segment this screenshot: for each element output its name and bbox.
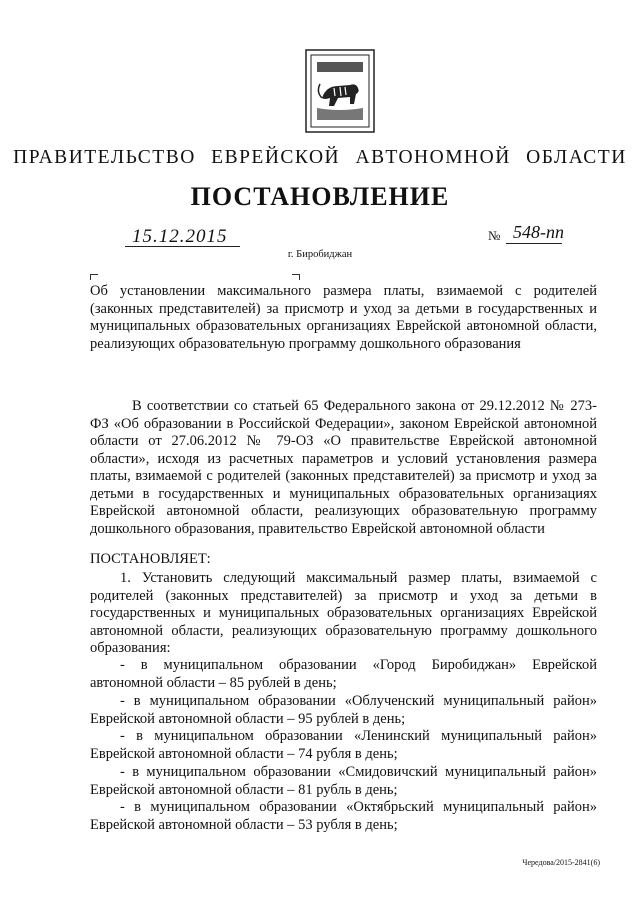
subject-bracket-left <box>90 274 98 280</box>
number-underline <box>506 243 562 244</box>
document-type: ПОСТАНОВЛЕНИЕ <box>190 182 450 211</box>
coat-of-arms-tiger-icon <box>304 48 376 134</box>
list-item: - в муниципальном образовании «Ленинский муниципальный район» Еврейской автономной области – 74 рубля в день; <box>90 728 597 762</box>
date-underline <box>125 246 240 247</box>
list-item: - в муниципальном образовании «Город Биробиджан» Еврейской автономной области – 85 рублей в день; <box>90 657 597 691</box>
footer-reference: Чередова/2015-2841(6) <box>522 858 600 867</box>
document-date: 15.12.2015 <box>132 226 228 247</box>
government-name: ПРАВИТЕЛЬСТВО ЕВРЕЙСКОЙ АВТОНОМНОЙ ОБЛАСТИ <box>13 147 627 168</box>
list-item: - в муниципальном образовании «Облученский муниципальный район» Еврейской автономной области – 95 рублей в день; <box>90 693 597 727</box>
resolves-heading: ПОСТАНОВЛЯЕТ: <box>90 551 211 567</box>
city: г. Биробиджан <box>287 249 353 260</box>
preamble-paragraph: В соответствии со статьей 65 Федерального закона от 29.12.2012 № 273-ФЗ «Об образовании в Российской Федерации», законом Еврейской автономной области от 27.06.2012 № 79-ОЗ «О правительстве Еврейской автономной области», исходя из расчетных параметров и условий установления размера платы, взимаемой с родителей (законных представителей) за присмотр и уход за детьми в государственных и муниципальных образовательных организациях Еврейской автономной области, реализующих образовательную программу дошкольного образования, правительство Еврейской автономной области <box>90 398 597 537</box>
list-item: - в муниципальном образовании «Смидовичский муниципальный район» Еврейской автономной области – 81 рубль в день; <box>90 764 597 798</box>
number-label: № <box>488 228 501 243</box>
document-number: 548-пп <box>513 222 564 242</box>
subject-bracket-right <box>292 274 300 280</box>
list-item: - в муниципальном образовании «Октябрьский муниципальный район» Еврейской автономной области – 53 рубля в день; <box>90 799 597 833</box>
clause-1: 1. Установить следующий максимальный размер платы, взимаемой с родителей (законных представителей) за присмотр и уход за детьми в государственных и муниципальных образовательных организациях Еврейской автономной области, реализующих образовательную программу дошкольного образования: <box>90 570 597 656</box>
subject-title: Об установлении максимального размера платы, взимаемой с родителей (законных представителей) за присмотр и уход за детьми в государственных и муниципальных образовательных организациях Еврейской автономной области, реализующих образовательную программу дошкольного образования <box>90 283 597 352</box>
